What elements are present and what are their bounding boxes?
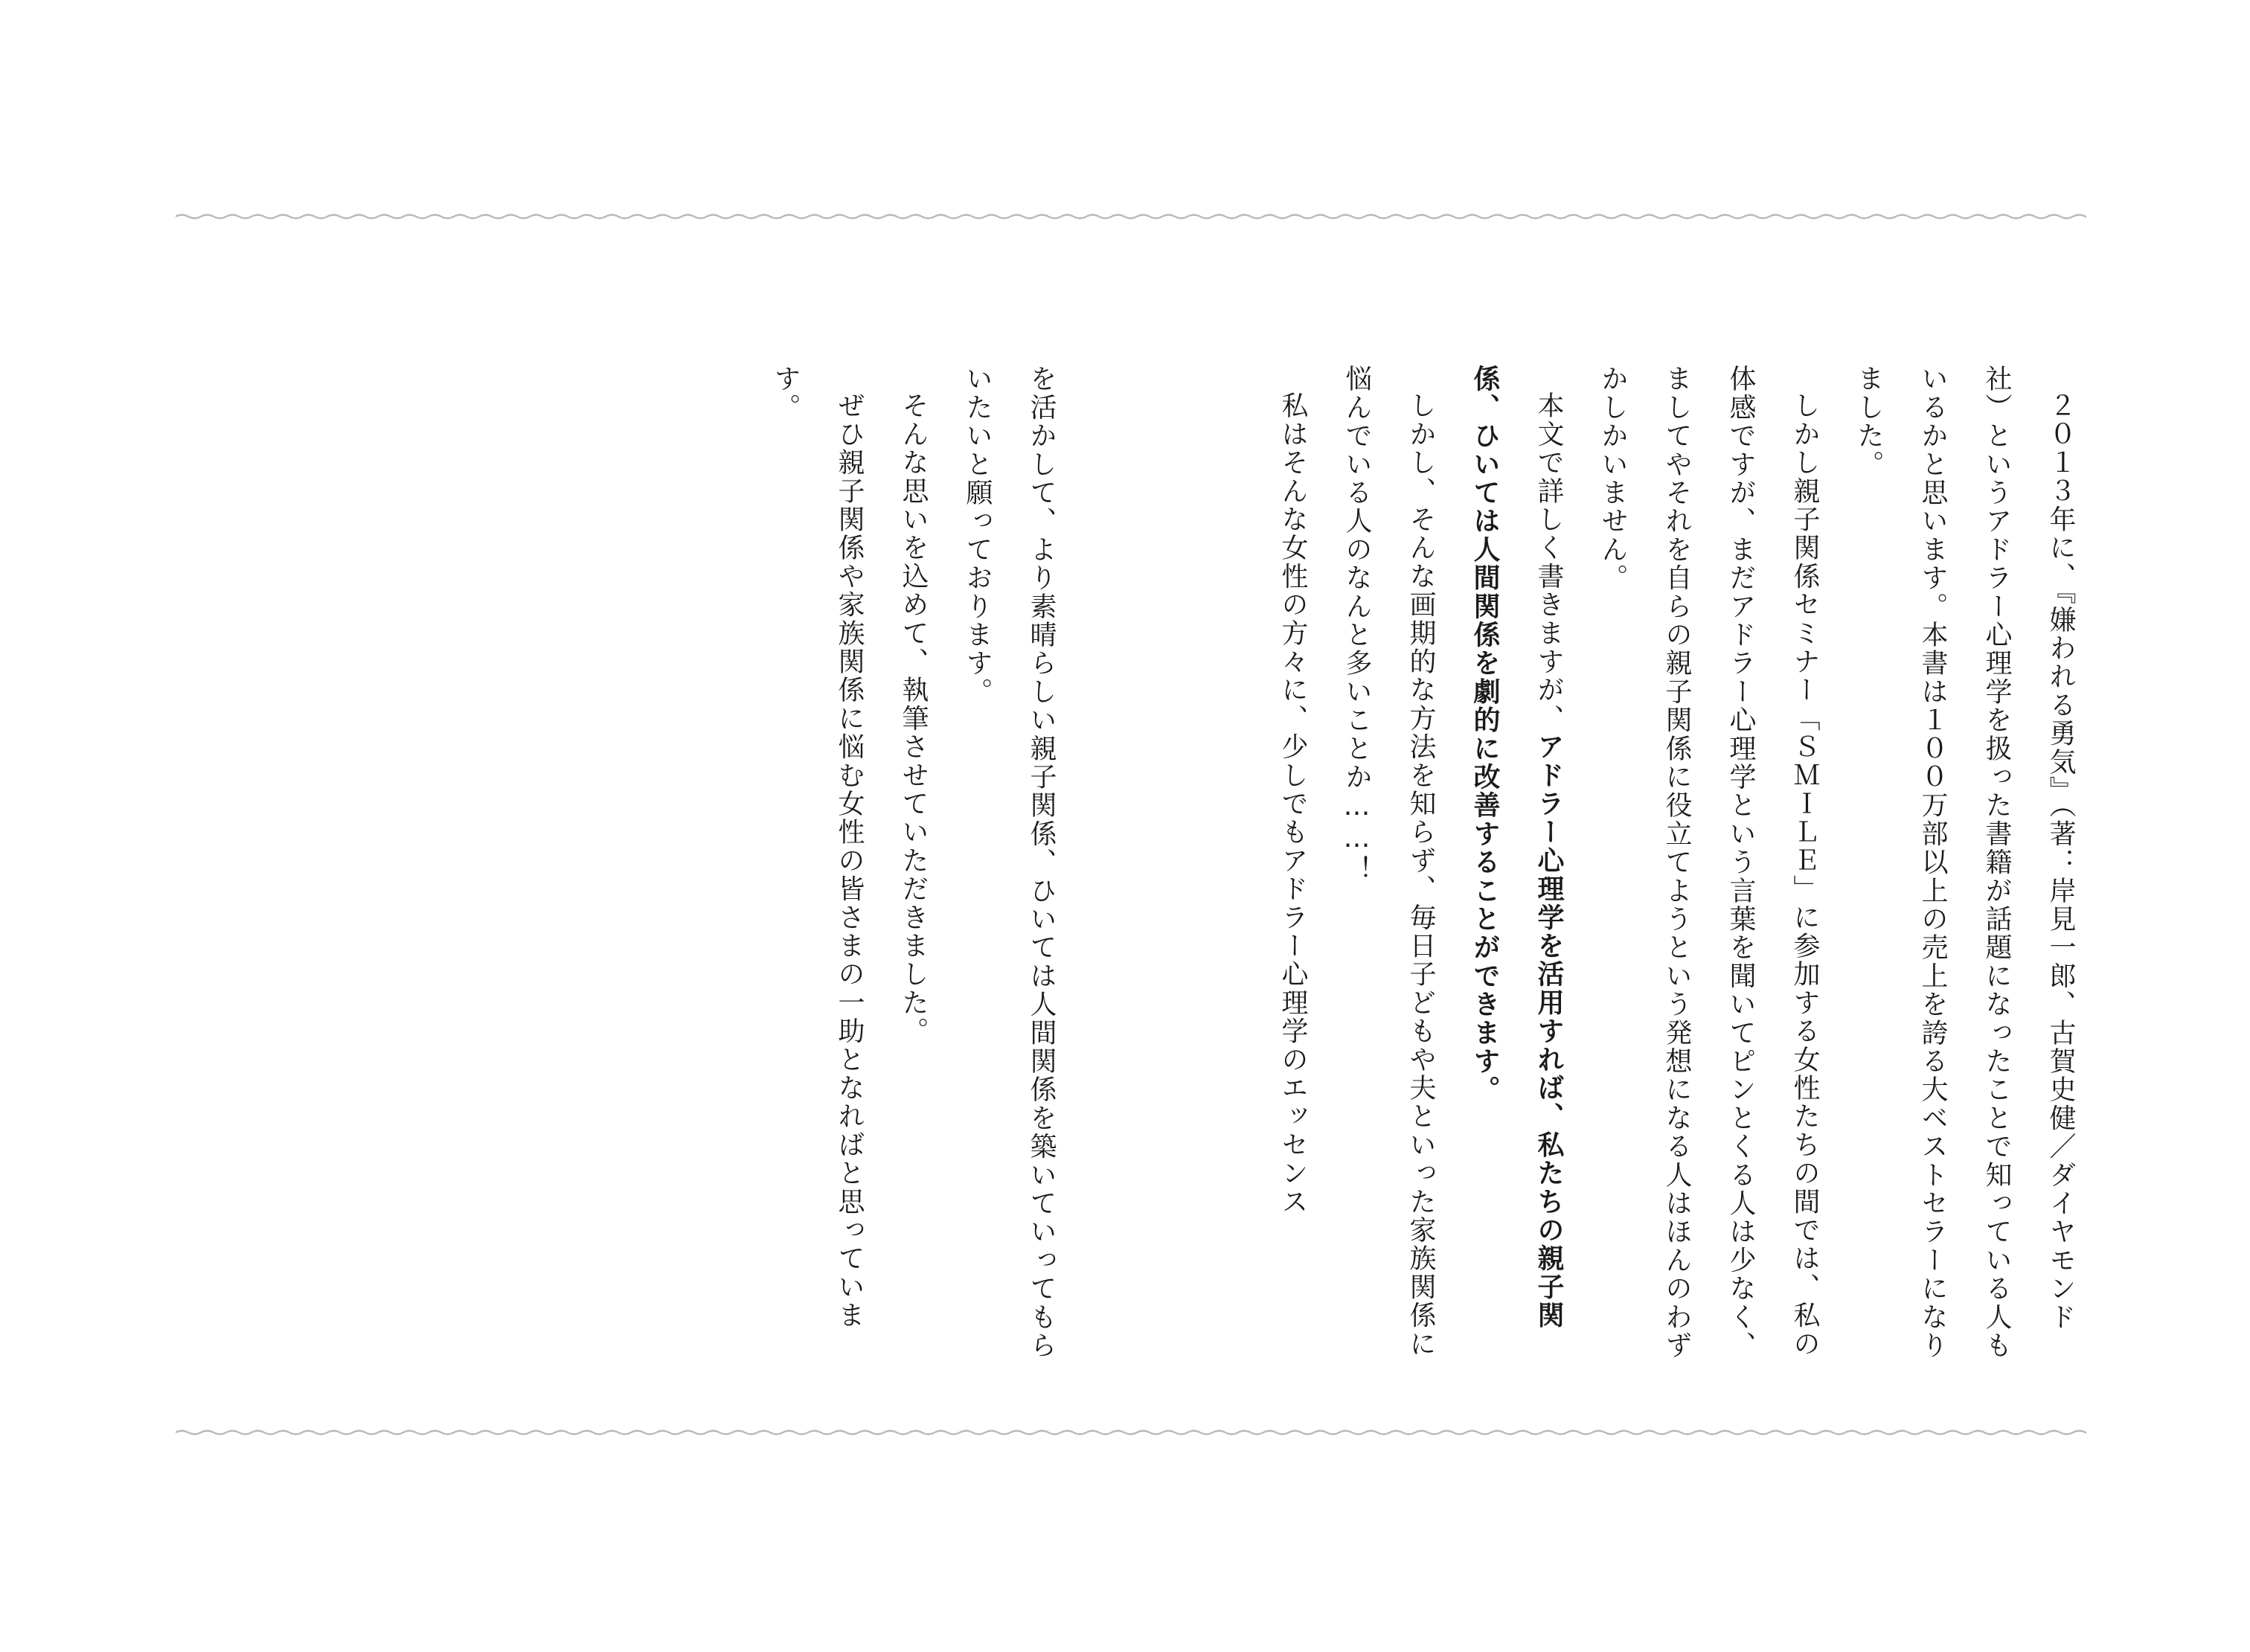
paragraphs-bottom	[753, 365, 1073, 1362]
text-segment: ２０１３年に、『嫌われる勇気』（著：岸見一郎、古賀史健／ダイヤモンド社）というアドラー心理学を扱った書籍が話題になったことで知っている人もいるかと思います。本書は１００万部以上の売上を誇る大ベストセラーになりました。	[1853, 365, 2076, 1360]
wave-line	[176, 215, 2086, 219]
section-gap	[1073, 365, 1260, 372]
text-segment: しかし、そんな画期的な方法を知らず、毎日子どもや夫といった家族関係に悩んでいる人のなんと多いことか……！	[1342, 365, 1436, 1358]
text-segment: そんな思いを込めて、執筆させていただきました。	[898, 391, 929, 1046]
paragraph-p2	[1580, 365, 1836, 1362]
wave-line	[176, 1431, 2086, 1435]
paragraph-p3	[1452, 365, 1580, 1362]
paragraph-p1	[1836, 365, 2092, 1362]
bottom-wavy-rule	[176, 1424, 2086, 1441]
top-wavy-rule	[176, 208, 2086, 225]
text-segment: しかし親子関係セミナー「ＳＭＩＬＥ」に参加する女性たちの間では、私の体感ですが、まだアドラー心理学という言葉を聞いてピンとくる人は少なく、ましてやそれを自らの親子関係に役立てようという発想になる人はほんのわずかしかいません。	[1597, 365, 1820, 1360]
paragraph-p5b	[945, 365, 1073, 1362]
paragraph-p5	[1260, 365, 1324, 1362]
paragraph-p6	[881, 365, 945, 1362]
paragraph-p7	[753, 365, 881, 1362]
bold-text-segment: アドラー心理学を活用すれば、私たちの親子関係、ひいては人間関係を劇的に改善することができます。	[1469, 365, 1564, 1330]
text-segment: 本文で詳しく書きますが、	[1533, 391, 1564, 733]
text-segment: ぜひ親子関係や家族関係に悩む女性の皆さまの一助となればと思っています。	[770, 365, 865, 1330]
body-text	[753, 365, 2092, 1362]
paragraphs-top	[1260, 365, 2092, 1362]
text-segment: を活かして、より素晴らしい親子関係、ひいては人間関係を築いていってもらいたいと願っております。	[962, 365, 1057, 1360]
paragraph-p4	[1324, 365, 1452, 1362]
text-segment: 私はそんな女性の方々に、少しでもアドラー心理学のエッセンス	[1278, 391, 1308, 1216]
